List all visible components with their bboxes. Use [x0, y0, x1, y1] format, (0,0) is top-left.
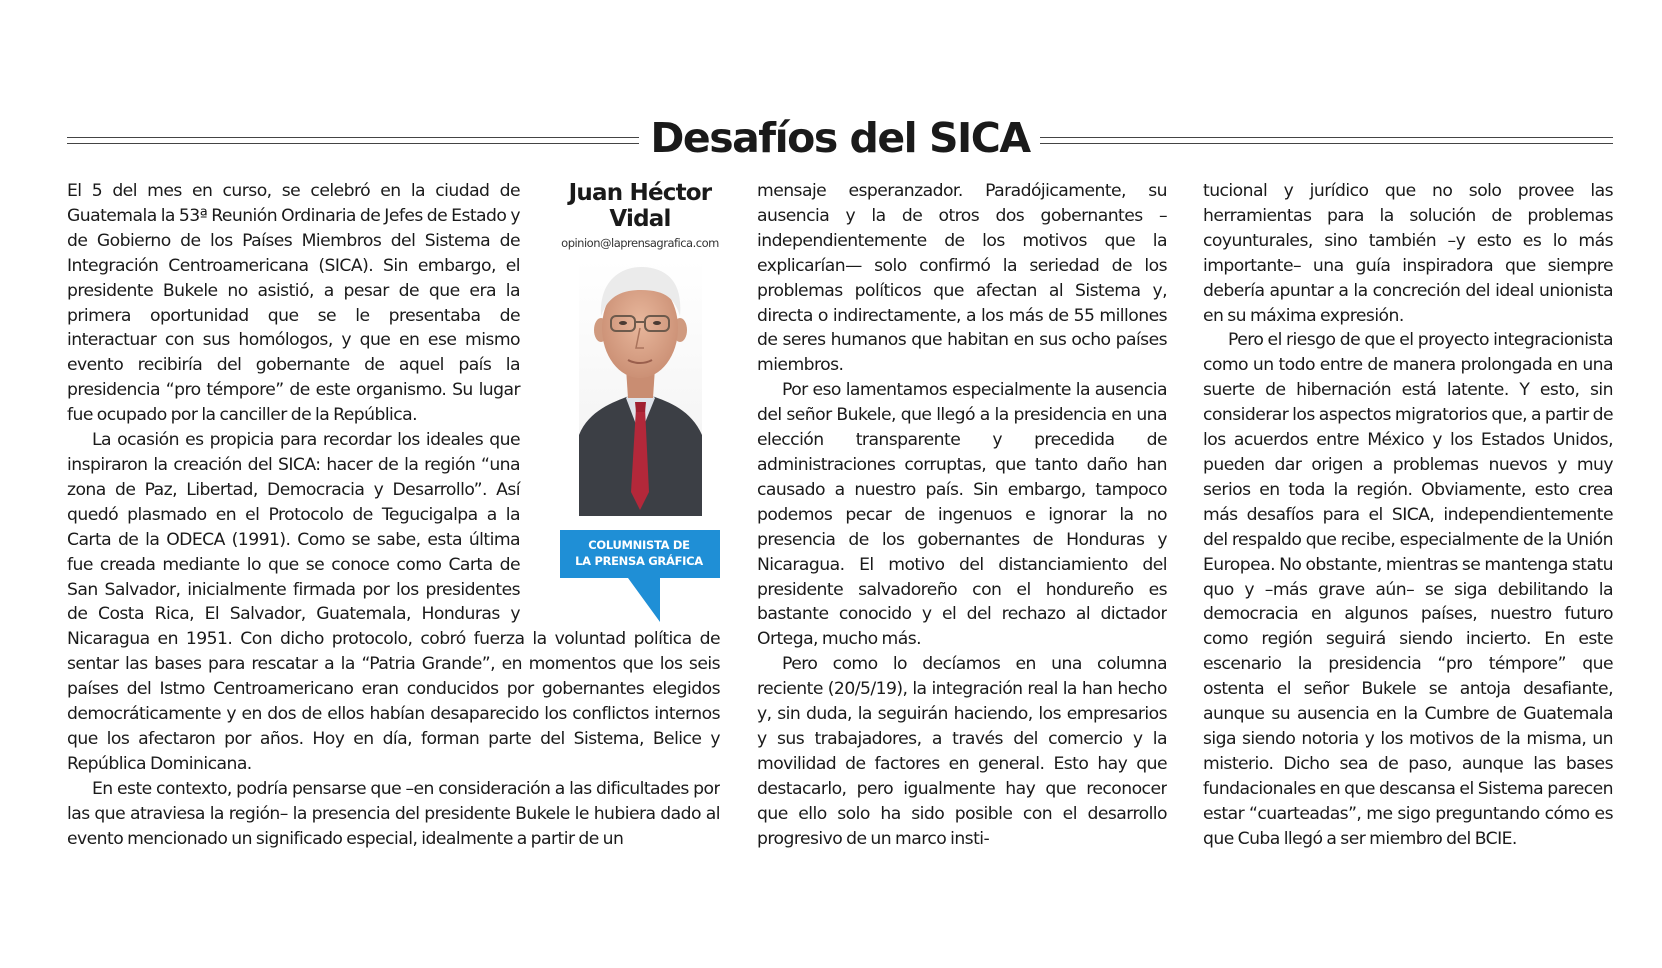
headline-rule-left	[67, 137, 639, 144]
article-column-3	[1203, 179, 1613, 851]
paragraph: tucional y jurídico que no solo provee las herramientas para la solución de problemas coyunturales, sino también –y esto es lo más importante– una guía inspiradora que siempre debería apuntar a la concreción del ideal unionista en su máxima expresión.	[1203, 181, 1613, 326]
paragraph: Pero el riesgo de que el proyecto integracionista como un todo entre de manera prolongada en una suerte de hibernación está latente. Y esto, sin considerar los aspectos migratorios que, a partir de los acuerdos entre México y los Estados Unidos, pueden dar origen a problemas nuevos y muy serios en toda la región. Obviamente, esto crea más desafíos para el SICA, independientemente del respaldo que recibe, especialmente de la Unión Europea. No obstante, mientras se mantenga statu quo y –más grave aún– se siga debilitando la democracia en algunos países, nuestro futuro como región seguirá siendo incierto. En este escenario la presidencia “pro témpore” que ostenta el señor Bukele se antoja desafiante, aunque su ausencia en la Cumbre de Guatemala siga siendo notoria y los motivos de la misma, un misterio. Dicho sea de paso, aunque las bases fundacionales en que descansa el Sistema parecen estar “cuarteadas”, me sigo preguntando cómo es que Cuba llegó a ser miembro del BCIE.	[1203, 330, 1613, 849]
headline: Desafíos del SICA	[650, 114, 1030, 162]
paragraph: Pero como lo decíamos en una columna reciente (20/5/19), la integración real la han hecho y, sin duda, la seguirán haciendo, los empresarios y sus trabajadores, a través del comercio y la movilidad de factores en general. Esto hay que destacarlo, pero igualmente hay que reconocer que ello solo ha sido posible con el desarrollo progresivo de un marco insti-	[757, 654, 1167, 849]
paragraph: La ocasión es propicia para recordar los ideales que inspiraron la creación del SICA: hacer de la región “una zona de Paz, Libertad, Democracia y Desarrollo”. Así quedó plasmado en el Protocolo de Tegucigalpa a la Carta de la ODECA (1991). Como se sabe, esta última fue creada mediante lo que se conoce como Carta de San Salvador, inicialmente firmada por los presidentes de Costa Rica, El Salvador, Guatemala, Honduras y Nicaragua en 1951. Con dicho protocolo, cobró fuerza la voluntad política de sentar las bases para rescatar a la “Patria Grande”, en momentos que los seis países del Istmo Centroamericano eran conducidos por gobernantes elegidos democráticamente y en dos de ellos habían desaparecido los conflictos internos que los afectaron por años. Hoy en día, forman parte del Sistema, Belice y República Dominicana.	[67, 430, 720, 774]
author-name-line1: Juan Héctor	[568, 180, 712, 206]
columnist-badge-label: COLUMNISTA DE LA PRENSA GRÁFICA	[575, 538, 703, 568]
author-name-line2: Vidal	[609, 206, 671, 232]
paragraph: mensaje esperanzador. Paradójicamente, su ausencia y la de otros dos gobernantes –independientemente de los motivos que la explicarían— solo confirmó la seriedad de los problemas políticos que afectan al Sistema y, directa o indirectamente, a los más de 55 millones de seres humanos que habitan en sus ocho países miembros.	[757, 181, 1167, 376]
paragraph: En este contexto, podría pensarse que –en consideración a las dificultades por las que atraviesa la región– la presencia del presidente Bukele le hubiera dado al evento mencionado un significado especial, idealmente a partir de un	[67, 778, 720, 849]
paragraph: El 5 del mes en curso, se celebró en la ciudad de Guatemala la 53ª Reunión Ordinaria de Jefes de Estado y de Gobierno de los Países Miembros del Sistema de Integración Centroamericana (SICA). Sin embargo, el presidente Bukele no asistió, a pesar de que era la primera oportunidad que se le presentaba de interactuar con sus homólogos, y que en ese mismo evento recibiría del gobernante de aquel país la presidencia “pro témpore” de este organismo. Su lugar fue ocupado por la canciller de la República.	[67, 181, 520, 426]
author-portrait	[579, 260, 702, 516]
author-name	[560, 180, 720, 232]
paragraph: Por eso lamentamos especialmente la ausencia del señor Bukele, que llegó a la presidencia en una elección transparente y precedida de administraciones corruptas, que tanto daño han causado a nuestro país. Sin embargo, tampoco podemos pecar de ingenuos e ignorar la no presencia de los gobernantes de Honduras y Nicaragua. El motivo del distanciamiento del presidente salvadoreño con el hondureño es bastante conocido y el del rechazo al dictador Ortega, mucho más.	[757, 380, 1167, 650]
article-column-2	[757, 179, 1167, 851]
author-email[interactable]: opinion@laprensagrafica.com	[561, 236, 719, 250]
headline-rule-right	[1040, 137, 1613, 144]
